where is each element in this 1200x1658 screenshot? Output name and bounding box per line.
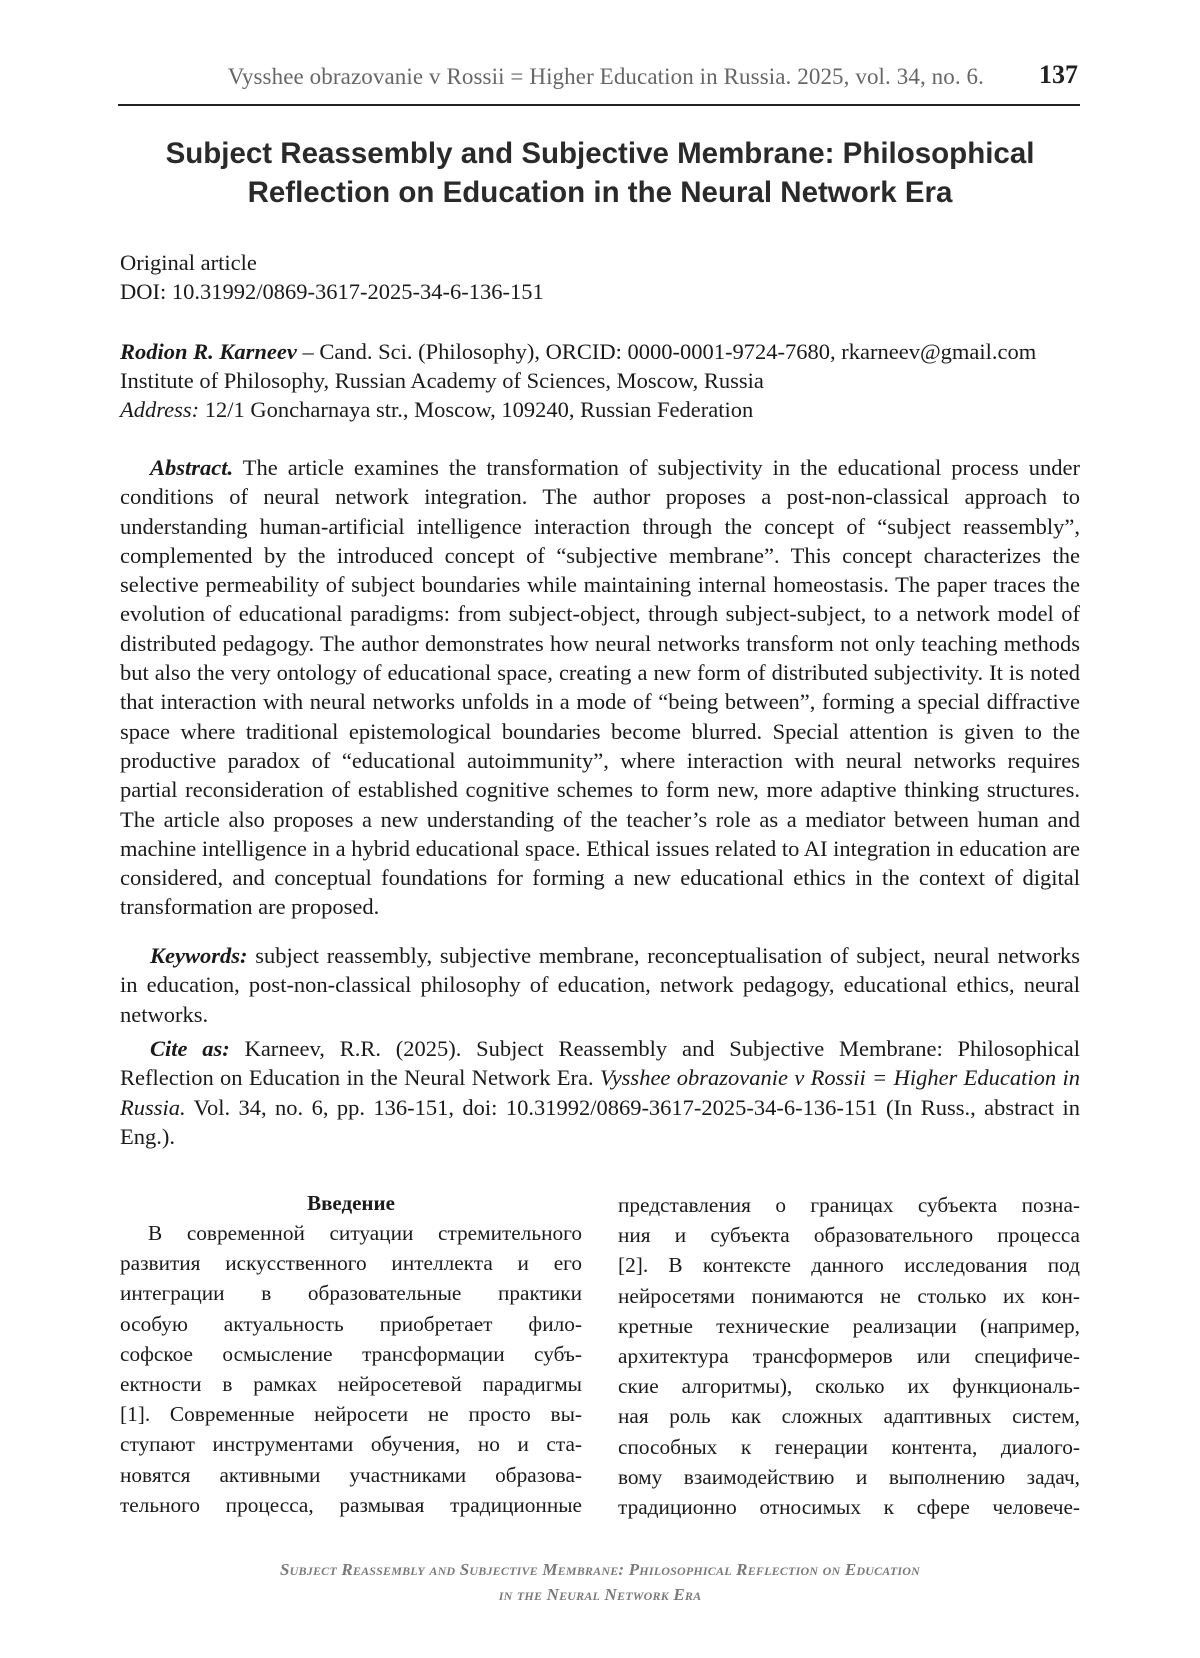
cite-as-text: Karneev, R.R. (2025). Subject Reassembly and Subjective Membrane: Philosophical Reflection on Education in the Neural Network Era. [120, 1036, 1080, 1091]
body-line: способных к генерации контента, диалого- [618, 1434, 1080, 1459]
body-line: новятся активными участниками образова- [120, 1462, 582, 1487]
abstract-text: The article examines the transformation of subjectivity in the educational process under conditions of neural network integration. The author proposes a post-non-classical approach to understanding human-artificial intelligence interaction through the concept of “subject reassembly”, complemented by the introduced concept of “subjective membrane”. This concept characterizes the selective permeability of subject boundaries while maintaining internal homeostasis. The paper traces the evolution of educational paradigms: from subject-object, through subject-subject, to a network model of distributed pedagogy. The author demonstrates how neural networks transform not only teaching methods but also the very ontology of educational space, creating a new form of distributed subjectivity. It is noted that interaction with neural networks unfolds in a mode of “being between”, forming a special diffractive space where traditional epistemological boundaries become blurred. Special attention is given to the productive paradox of “educational autoimmunity”, where interaction with neural networks requires partial reconsideration of established cognitive schemes to form new, more adaptive thinking structures. The article also proposes a new understanding of the teacher’s role as a mediator between human and machine intelligence in a hybrid educational space. Ethical issues related to AI integration in education are considered, and conceptual foundations for forming a new educational ethics in the context of digital transformation are proposed. [120, 455, 1080, 920]
body-line: [2]. В контексте данного исследования под [618, 1253, 1080, 1278]
body-line: нейросетями понимаются не столько их кон- [618, 1283, 1080, 1308]
abstract [120, 453, 1080, 922]
author-affiliation: Institute of Philosophy, Russian Academy of Sciences, Moscow, Russia [120, 368, 764, 393]
cite-as [120, 1034, 1080, 1151]
cite-as-label: Cite as: [150, 1036, 230, 1061]
address-text: 12/1 Goncharnaya str., Moscow, 109240, Russian Federation [199, 397, 754, 422]
body-line: тельного процесса, размывая традиционные [120, 1492, 582, 1517]
cite-as-text-end: Vol. 34, no. 6, pp. 136-151, doi: 10.31992/0869-3617-2025-34-6-136-151 (In Russ., abstract in Eng.). [120, 1094, 1080, 1149]
running-footer [100, 1557, 1100, 1607]
body-column-right [618, 1190, 1080, 1522]
body-column-left [120, 1188, 582, 1520]
body-line: вому взаимодействию и выполнению задач, [618, 1464, 1080, 1489]
body-line: кретные технические реализации (например, [618, 1313, 1080, 1338]
page-number: 137 [1039, 60, 1078, 89]
cite-as-journal: Vysshee obrazovanie v Rossii = Higher Education in Russia. [120, 1065, 1081, 1120]
body-line: представления о границах субъекта позна- [618, 1193, 1080, 1217]
title-line: Reflection on Education in the Neural Network Era [247, 176, 953, 209]
body-line: особую актуальность приобретает фило- [120, 1311, 582, 1336]
footer-line: Subject Reassembly and Subjective Membrane: Philosophical Reflection on Education [280, 1560, 920, 1579]
body-line: [1]. Современные нейросети не просто вы- [120, 1402, 582, 1427]
author-line [120, 337, 1080, 366]
doi-line: DOI: 10.31992/0869-3617-2025-34-6-136-151 [120, 279, 544, 304]
body-line: ная роль как сложных адаптивных систем, [618, 1404, 1080, 1429]
body-line: софское осмысление трансформации субъ- [120, 1341, 582, 1366]
keywords-label: Keywords: [150, 943, 248, 968]
body-line: В современной ситуации стремительного [148, 1221, 582, 1245]
footer-line: in the Neural Network Era [498, 1585, 702, 1604]
body-line: ступают инструментами обучения, но и ста- [120, 1432, 582, 1457]
author-details: – Cand. Sci. (Philosophy), ORCID: 0000-0001-9724-7680, rkarneev@gmail.com [296, 339, 1037, 364]
journal-name: Vysshee obrazovanie v Rossii = Higher Education in Russia. 2025, vol. 34, no. 6. [227, 64, 984, 89]
section-heading: Введение [307, 1191, 395, 1215]
body-line: архитектура трансформеров или специфиче- [618, 1344, 1080, 1369]
body-line: ектности в рамках нейросетевой парадигмы [120, 1372, 582, 1397]
body-line: традиционно относимых к сфере человече- [618, 1495, 1080, 1520]
author-name: Rodion R. Karneev [120, 339, 297, 364]
keywords [120, 941, 1080, 1029]
article-type: Original article [120, 250, 257, 275]
body-line: ния и субъекта образовательного процесса [618, 1223, 1080, 1248]
running-header [118, 60, 1080, 106]
keywords-text: subject reassembly, subjective membrane, reconceptualisation of subject, neural networks in education, post-non-classical philosophy of education, network pedagogy, educational ethics, neural networks. [120, 943, 1080, 1027]
body-line: интеграции в образовательные практики [120, 1281, 582, 1306]
body-line: развития искусственного интеллекта и его [120, 1251, 582, 1276]
author-address [120, 395, 1080, 424]
abstract-label: Abstract. [150, 455, 234, 480]
address-label: Address: [120, 397, 200, 422]
title-line: Subject Reassembly and Subjective Membrane: Philosophical [165, 137, 1035, 170]
article-title [100, 134, 1100, 212]
body-line: ские алгоритмы), сколько их функциональ- [618, 1374, 1080, 1399]
